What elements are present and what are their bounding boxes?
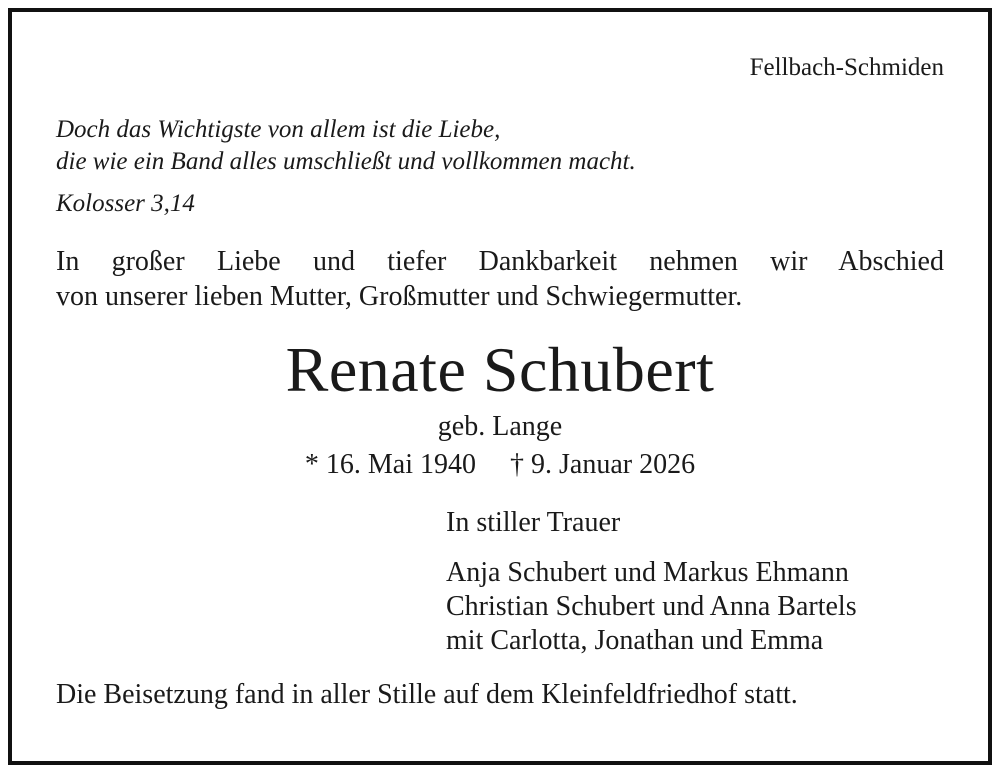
birth-date: * 16. Mai 1940 <box>304 449 477 480</box>
place-name: Fellbach-Schmiden <box>749 54 944 81</box>
mourner-line: mit Carlotta, Jonathan und Emma <box>446 625 824 656</box>
intro-line: In großer Liebe und tiefer Dankbarkeit nehmen wir Abschied <box>56 246 944 277</box>
mourner-line: Anja Schubert und Markus Ehmann <box>446 557 849 588</box>
intro-line: von unserer lieben Mutter, Großmutter und Schwiegermutter. <box>56 281 743 312</box>
death-date: † 9. Januar 2026 <box>510 449 696 480</box>
life-dates <box>0 448 1000 482</box>
funeral-note: Die Beisetzung fand in aller Stille auf dem Kleinfeldfriedhof statt. <box>56 679 798 710</box>
verse-line: die wie ein Band alles umschließt und vollkommen macht. <box>56 148 636 175</box>
deceased-name: Renate Schubert <box>285 334 715 405</box>
mourning-heading: In stiller Trauer <box>446 507 621 538</box>
mourner-line: Christian Schubert und Anna Bartels <box>446 591 857 622</box>
verse-line: Doch das Wichtigste von allem ist die Liebe, <box>56 116 501 143</box>
verse-reference: Kolosser 3,14 <box>56 190 195 217</box>
mourners-list <box>446 556 857 658</box>
bible-verse <box>56 114 636 178</box>
intro-text <box>56 244 944 314</box>
maiden-name: geb. Lange <box>437 411 563 442</box>
